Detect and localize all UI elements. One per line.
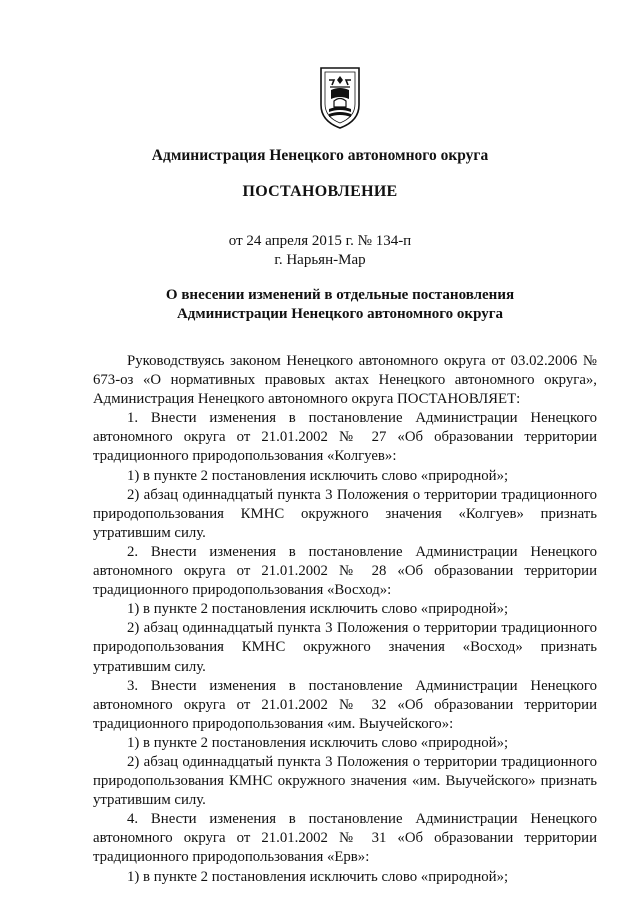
- coat-of-arms-icon: [318, 65, 362, 131]
- intro-paragraph: Руководствуясь законом Ненецкого автономного округа от 03.02.2006 № 673-оз «О нормативных правовых актах Ненецкого автономного округа», Администрация Ненецкого автономного округа ПОСТАНОВЛЯЕТ:: [93, 353, 597, 408]
- paragraph-4-1: 1) в пункте 2 постановления исключить слово «природной»;: [127, 868, 509, 885]
- paragraph-1: 1. Внести изменения в постановление Администрации Ненецкого автономного округа от 21.01.2002 № 27 «Об образовании территории традиционного природопользования «Колгуев»:: [93, 410, 597, 465]
- document-title: [0, 286, 640, 324]
- paragraph-1-2: 2) абзац одиннадцатый пункта 3 Положения о территории традиционного природопользования КМНС окружного значения «Колгуев» признать утратившим силу.: [93, 486, 597, 541]
- document-type: ПОСТАНОВЛЕНИЕ: [242, 183, 398, 200]
- paragraph-4: 4. Внести изменения в постановление Администрации Ненецкого автономного округа от 21.01.2002 № 31 «Об образовании территории традиционного природопользования «Ерв»:: [93, 811, 597, 866]
- title-line-1: О внесении изменений в отдельные постановления: [165, 287, 515, 303]
- paragraph-3: 3. Внести изменения в постановление Администрации Ненецкого автономного округа от 21.01.2002 № 32 «Об образовании территории традиционного природопользования «им. Выучейского»:: [93, 677, 597, 732]
- paragraph-1-1: 1) в пункте 2 постановления исключить слово «природной»;: [127, 467, 509, 484]
- paragraph-2-2: 2) абзац одиннадцатый пункта 3 Положения о территории традиционного природопользования КМНС окружного значения «Восход» признать утратившим силу.: [93, 620, 597, 675]
- title-line-2: Администрации Ненецкого автономного округа: [176, 306, 504, 322]
- document-body: [93, 352, 597, 887]
- paragraph-3-2: 2) абзац одиннадцатый пункта 3 Положения о территории традиционного природопользования КМНС окружного значения «им. Выучейского» признать утратившим силу.: [93, 753, 597, 809]
- organization-name: Администрация Ненецкого автономного округа: [151, 147, 489, 164]
- paragraph-3-1: 1) в пункте 2 постановления исключить слово «природной»;: [127, 734, 509, 751]
- paragraph-2-1: 1) в пункте 2 постановления исключить слово «природной»;: [127, 601, 509, 618]
- document-city: г. Нарьян-Мар: [274, 252, 366, 268]
- paragraph-2: 2. Внести изменения в постановление Администрации Ненецкого автономного округа от 21.01.2002 № 28 «Об образовании территории традиционного природопользования «Восход»:: [93, 543, 597, 599]
- document-date-number: от 24 апреля 2015 г. № 134-п: [228, 233, 412, 249]
